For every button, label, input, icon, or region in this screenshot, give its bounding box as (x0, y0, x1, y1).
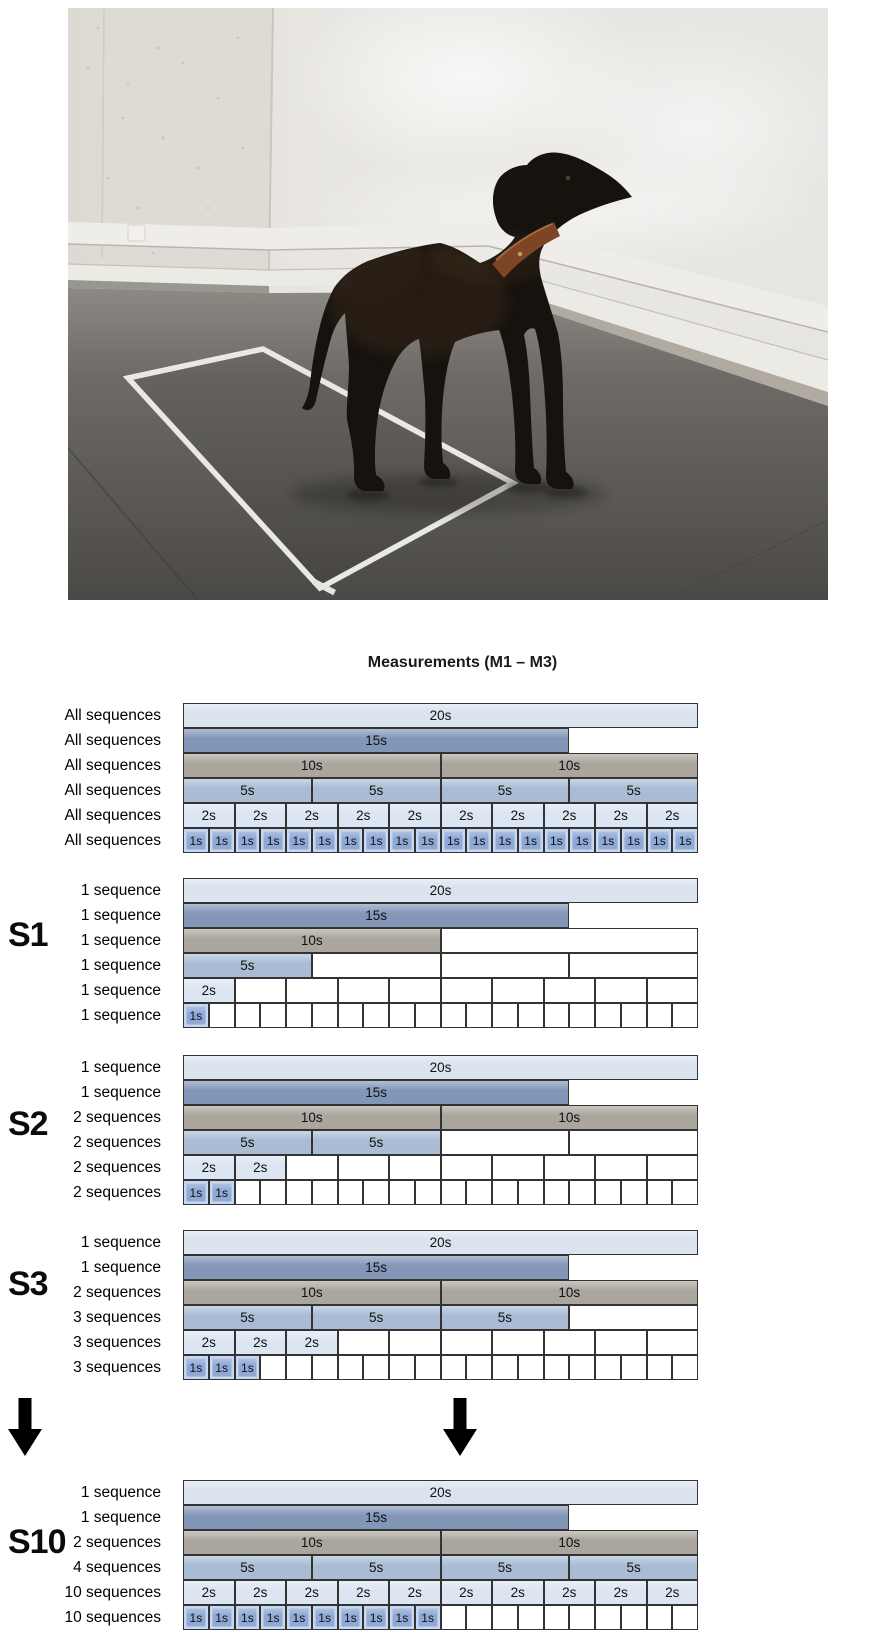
empty-cell (389, 1155, 441, 1180)
duration-bar (183, 878, 698, 903)
duration-cell-2s: 2s (286, 803, 338, 828)
duration-cell-1s: 1s (183, 1355, 209, 1380)
empty-cell (363, 1180, 389, 1205)
duration-cell-2s: 2s (183, 1330, 235, 1355)
duration-cell-1s: 1s (209, 1180, 235, 1205)
duration-cell-1s: 1s (286, 1605, 312, 1630)
row-label: 3 sequences (73, 1359, 161, 1376)
sequence-row (0, 703, 720, 728)
duration-cell-2s: 2s (183, 1155, 235, 1180)
duration-cell-1s: 1s (209, 1355, 235, 1380)
empty-cell (621, 1003, 647, 1028)
empty-cell (389, 978, 441, 1003)
stage-label-s3: S3 (8, 1265, 48, 1303)
measurement-block-s1 (0, 878, 720, 1028)
empty-cell (595, 1605, 621, 1630)
duration-cell-10s: 10s (183, 753, 441, 778)
duration-cell-1s: 1s (492, 828, 518, 853)
duration-cell-1s: 1s (235, 1605, 261, 1630)
empty-cell (415, 1180, 441, 1205)
duration-cell-1s: 1s (209, 1605, 235, 1630)
empty-cell (441, 1155, 493, 1180)
empty-cell (466, 1003, 492, 1028)
duration-cell-1s: 1s (466, 828, 492, 853)
duration-bar (183, 1180, 698, 1205)
sequence-row (0, 878, 720, 903)
sequence-row (0, 1305, 720, 1330)
empty-cell (338, 1003, 364, 1028)
duration-cell-5s: 5s (312, 778, 441, 803)
duration-cell-2s: 2s (235, 1580, 287, 1605)
duration-cell-2s: 2s (183, 803, 235, 828)
row-label: 1 sequence (80, 1084, 161, 1101)
duration-cell-2s: 2s (389, 803, 441, 828)
empty-cell (389, 1355, 415, 1380)
empty-cell (441, 978, 493, 1003)
duration-cell-2s: 2s (595, 1580, 647, 1605)
duration-cell-1s: 1s (647, 828, 673, 853)
sequence-row (0, 928, 720, 953)
row-label: 3 sequences (73, 1334, 161, 1351)
duration-bar (183, 1080, 698, 1105)
empty-cell (595, 1330, 647, 1355)
empty-cell (518, 1355, 544, 1380)
duration-cell-1s: 1s (286, 828, 312, 853)
empty-cell (595, 1355, 621, 1380)
empty-cell (441, 1003, 467, 1028)
row-label: 1 sequence (80, 957, 161, 974)
empty-cell (338, 1355, 364, 1380)
row-label: 10 sequences (64, 1584, 161, 1601)
empty-cell (595, 1155, 647, 1180)
duration-cell-2s: 2s (286, 1330, 338, 1355)
duration-cell-2s: 2s (338, 1580, 390, 1605)
duration-cell-1s: 1s (338, 1605, 364, 1630)
collar-buckle (518, 252, 522, 256)
duration-bar (183, 1105, 698, 1130)
duration-cell-10s: 10s (183, 1530, 441, 1555)
duration-bar (183, 753, 698, 778)
duration-cell-10s: 10s (183, 1105, 441, 1130)
duration-cell-2s: 2s (441, 1580, 493, 1605)
empty-cell (492, 978, 544, 1003)
empty-cell (286, 1180, 312, 1205)
photo-scene (68, 8, 828, 600)
empty-cell (647, 1180, 673, 1205)
duration-cell-1s: 1s (518, 828, 544, 853)
duration-cell-1s: 1s (363, 1605, 389, 1630)
measurement-block-s2 (0, 1055, 720, 1205)
sequence-row (0, 1530, 720, 1555)
duration-cell-15s: 15s (183, 903, 569, 928)
duration-cell-10s: 10s (183, 1280, 441, 1305)
duration-cell-2s: 2s (647, 803, 699, 828)
duration-cell-5s: 5s (569, 778, 698, 803)
duration-cell-1s: 1s (363, 828, 389, 853)
duration-cell-1s: 1s (569, 828, 595, 853)
row-label: 1 sequence (80, 882, 161, 899)
duration-cell-2s: 2s (492, 1580, 544, 1605)
empty-cell (441, 1355, 467, 1380)
duration-cell-5s: 5s (183, 1555, 312, 1580)
duration-bar (183, 928, 698, 953)
empty-cell (235, 1003, 261, 1028)
duration-bar (183, 803, 698, 828)
duration-cell-2s: 2s (183, 1580, 235, 1605)
row-label: 4 sequences (73, 1559, 161, 1576)
empty-cell (338, 1330, 390, 1355)
empty-cell (492, 1180, 518, 1205)
duration-cell-1s: 1s (595, 828, 621, 853)
empty-cell (415, 1355, 441, 1380)
duration-cell-2s: 2s (441, 803, 493, 828)
sequence-row (0, 903, 720, 928)
duration-bar (183, 728, 698, 753)
stage-label-s10: S10 (8, 1523, 66, 1561)
empty-cell (338, 1180, 364, 1205)
duration-bar (183, 1480, 698, 1505)
empty-cell (209, 1003, 235, 1028)
duration-cell-15s: 15s (183, 1080, 569, 1105)
duration-bar (183, 978, 698, 1003)
duration-cell-5s: 5s (183, 953, 312, 978)
empty-cell (672, 1355, 698, 1380)
sequence-row (0, 1480, 720, 1505)
measurement-block-s3 (0, 1230, 720, 1380)
duration-bar (183, 828, 698, 853)
empty-cell (338, 1155, 390, 1180)
empty-cell (544, 1155, 596, 1180)
sequence-row (0, 728, 720, 753)
duration-cell-10s: 10s (441, 1280, 699, 1305)
row-label: All sequences (64, 757, 161, 774)
duration-cell-1s: 1s (183, 828, 209, 853)
sequence-row (0, 1255, 720, 1280)
empty-cell (672, 1605, 698, 1630)
sequence-row (0, 1280, 720, 1305)
duration-cell-5s: 5s (183, 778, 312, 803)
row-label: 2 sequences (73, 1109, 161, 1126)
empty-cell (286, 1355, 312, 1380)
duration-bar (183, 1330, 698, 1355)
duration-cell-15s: 15s (183, 1255, 569, 1280)
row-label: 2 sequences (73, 1159, 161, 1176)
row-label: 1 sequence (80, 932, 161, 949)
empty-cell (441, 1130, 570, 1155)
sequence-row (0, 1505, 720, 1530)
duration-cell-2s: 2s (544, 803, 596, 828)
empty-cell (338, 978, 390, 1003)
duration-cell-1s: 1s (415, 828, 441, 853)
sequence-row (0, 753, 720, 778)
empty-cell (595, 1003, 621, 1028)
duration-bar (183, 903, 698, 928)
measurement-block-s10 (0, 1480, 720, 1630)
duration-bar (183, 778, 698, 803)
duration-cell-2s: 2s (647, 1580, 699, 1605)
duration-cell-1s: 1s (183, 1003, 209, 1028)
sequence-row (0, 1080, 720, 1105)
empty-cell (544, 1180, 570, 1205)
empty-cell (441, 1330, 493, 1355)
empty-cell (466, 1355, 492, 1380)
sequence-row (0, 1055, 720, 1080)
duration-bar (183, 1155, 698, 1180)
empty-cell (672, 1180, 698, 1205)
empty-cell (544, 1605, 570, 1630)
duration-bar (183, 1280, 698, 1305)
empty-cell (647, 1330, 699, 1355)
empty-cell (518, 1605, 544, 1630)
duration-cell-1s: 1s (544, 828, 570, 853)
row-label: 1 sequence (80, 982, 161, 999)
duration-cell-1s: 1s (260, 828, 286, 853)
row-label: 10 sequences (64, 1609, 161, 1626)
duration-cell-2s: 2s (595, 803, 647, 828)
empty-cell (466, 1180, 492, 1205)
empty-cell (286, 1155, 338, 1180)
duration-cell-2s: 2s (235, 1155, 287, 1180)
duration-cell-1s: 1s (312, 1605, 338, 1630)
duration-bar (183, 1605, 698, 1630)
empty-cell (672, 1003, 698, 1028)
empty-cell (569, 1130, 698, 1155)
row-label: 1 sequence (80, 1484, 161, 1501)
empty-cell (647, 1355, 673, 1380)
empty-cell (286, 978, 338, 1003)
duration-cell-20s: 20s (183, 1230, 698, 1255)
dog-eye (566, 176, 570, 180)
duration-cell-5s: 5s (312, 1305, 441, 1330)
duration-cell-1s: 1s (312, 828, 338, 853)
empty-cell (621, 1355, 647, 1380)
empty-cell (544, 1330, 596, 1355)
empty-cell (569, 1180, 595, 1205)
empty-cell (492, 1330, 544, 1355)
empty-cell (647, 978, 699, 1003)
duration-cell-2s: 2s (235, 803, 287, 828)
row-label: All sequences (64, 807, 161, 824)
empty-cell (441, 1605, 467, 1630)
duration-cell-5s: 5s (183, 1130, 312, 1155)
row-label: 1 sequence (80, 1259, 161, 1276)
duration-bar (183, 1230, 698, 1255)
empty-cell (621, 1605, 647, 1630)
row-label: 1 sequence (80, 1509, 161, 1526)
sequence-row (0, 953, 720, 978)
empty-cell (466, 1605, 492, 1630)
duration-bar (183, 1055, 698, 1080)
empty-cell (492, 1003, 518, 1028)
row-label: 2 sequences (73, 1184, 161, 1201)
duration-cell-10s: 10s (441, 753, 699, 778)
empty-cell (260, 1003, 286, 1028)
stage-label-s1: S1 (8, 916, 48, 954)
empty-cell (647, 1155, 699, 1180)
row-label: 2 sequences (73, 1284, 161, 1301)
sequence-row (0, 1355, 720, 1380)
empty-cell (260, 1180, 286, 1205)
duration-cell-1s: 1s (235, 828, 261, 853)
duration-bar (183, 1580, 698, 1605)
down-arrow-middle (443, 1398, 477, 1456)
empty-cell (569, 953, 698, 978)
sequence-row (0, 1180, 720, 1205)
sequence-row (0, 1580, 720, 1605)
empty-cell (647, 1605, 673, 1630)
duration-cell-20s: 20s (183, 703, 698, 728)
duration-cell-5s: 5s (441, 1305, 570, 1330)
duration-cell-1s: 1s (183, 1605, 209, 1630)
empty-cell (441, 1180, 467, 1205)
duration-cell-2s: 2s (492, 803, 544, 828)
duration-cell-5s: 5s (312, 1555, 441, 1580)
duration-cell-20s: 20s (183, 878, 698, 903)
empty-cell (544, 1003, 570, 1028)
experiment-room-photo (68, 8, 828, 600)
empty-cell (544, 978, 596, 1003)
empty-cell (492, 1605, 518, 1630)
duration-cell-1s: 1s (389, 828, 415, 853)
duration-bar (183, 1505, 698, 1530)
duration-cell-1s: 1s (441, 828, 467, 853)
empty-cell (569, 1003, 595, 1028)
duration-bar (183, 1255, 698, 1280)
duration-cell-2s: 2s (286, 1580, 338, 1605)
row-label: All sequences (64, 732, 161, 749)
row-label: 1 sequence (80, 1059, 161, 1076)
duration-cell-2s: 2s (183, 978, 235, 1003)
duration-cell-20s: 20s (183, 1055, 698, 1080)
row-label: 1 sequence (80, 1234, 161, 1251)
duration-cell-2s: 2s (338, 803, 390, 828)
row-label: All sequences (64, 782, 161, 799)
duration-cell-1s: 1s (183, 1180, 209, 1205)
sequence-row (0, 1130, 720, 1155)
empty-cell (389, 1330, 441, 1355)
duration-cell-5s: 5s (569, 1555, 698, 1580)
duration-cell-2s: 2s (235, 1330, 287, 1355)
sequence-row (0, 1230, 720, 1255)
duration-cell-5s: 5s (441, 778, 570, 803)
empty-cell (312, 953, 441, 978)
empty-cell (544, 1355, 570, 1380)
duration-cell-1s: 1s (338, 828, 364, 853)
row-label: All sequences (64, 707, 161, 724)
duration-cell-10s: 10s (441, 1105, 699, 1130)
row-label: 1 sequence (80, 1007, 161, 1024)
duration-cell-1s: 1s (389, 1605, 415, 1630)
duration-cell-10s: 10s (183, 928, 441, 953)
sequence-row (0, 1330, 720, 1355)
duration-cell-5s: 5s (183, 1305, 312, 1330)
empty-cell (312, 1355, 338, 1380)
duration-bar (183, 1555, 698, 1580)
row-label: All sequences (64, 832, 161, 849)
duration-cell-1s: 1s (621, 828, 647, 853)
sequence-row (0, 1003, 720, 1028)
sequence-row (0, 828, 720, 853)
duration-cell-15s: 15s (183, 728, 569, 753)
empty-cell (415, 1003, 441, 1028)
empty-cell (389, 1180, 415, 1205)
duration-cell-2s: 2s (544, 1580, 596, 1605)
empty-cell (235, 978, 287, 1003)
diagram-title: Measurements (M1 – M3) (367, 654, 558, 671)
down-arrow-left (8, 1398, 42, 1456)
empty-cell (363, 1003, 389, 1028)
empty-cell (492, 1355, 518, 1380)
sequence-row (0, 803, 720, 828)
empty-cell (647, 1003, 673, 1028)
duration-cell-1s: 1s (672, 828, 698, 853)
duration-bar (183, 1003, 698, 1028)
empty-cell (389, 1003, 415, 1028)
sequence-row (0, 1105, 720, 1130)
empty-cell (363, 1355, 389, 1380)
duration-cell-15s: 15s (183, 1505, 569, 1530)
empty-cell (518, 1180, 544, 1205)
duration-bar (183, 953, 698, 978)
duration-cell-5s: 5s (312, 1130, 441, 1155)
empty-cell (312, 1180, 338, 1205)
duration-cell-1s: 1s (415, 1605, 441, 1630)
stage-label-s2: S2 (8, 1105, 48, 1143)
sequence-row (0, 1155, 720, 1180)
empty-cell (441, 953, 570, 978)
empty-cell (441, 928, 699, 953)
sequence-row (0, 978, 720, 1003)
row-label: 2 sequences (73, 1134, 161, 1151)
duration-cell-1s: 1s (209, 828, 235, 853)
row-label: 3 sequences (73, 1309, 161, 1326)
sequence-row (0, 1605, 720, 1630)
duration-cell-10s: 10s (441, 1530, 699, 1555)
empty-cell (595, 1180, 621, 1205)
duration-bar (183, 1355, 698, 1380)
empty-cell (569, 1305, 698, 1330)
row-label: 2 sequences (73, 1534, 161, 1551)
duration-bar (183, 1130, 698, 1155)
power-outlet (128, 225, 145, 241)
empty-cell (621, 1180, 647, 1205)
empty-cell (235, 1180, 261, 1205)
empty-cell (260, 1355, 286, 1380)
duration-cell-2s: 2s (389, 1580, 441, 1605)
duration-bar (183, 703, 698, 728)
row-label: 1 sequence (80, 907, 161, 924)
duration-cell-1s: 1s (260, 1605, 286, 1630)
duration-cell-1s: 1s (235, 1355, 261, 1380)
sequence-row (0, 1555, 720, 1580)
empty-cell (569, 1605, 595, 1630)
empty-cell (492, 1155, 544, 1180)
sequence-row (0, 778, 720, 803)
empty-cell (312, 1003, 338, 1028)
duration-cell-20s: 20s (183, 1480, 698, 1505)
duration-bar (183, 1530, 698, 1555)
empty-cell (518, 1003, 544, 1028)
duration-bar (183, 1305, 698, 1330)
empty-cell (569, 1355, 595, 1380)
measurement-block-all (0, 703, 720, 853)
duration-cell-5s: 5s (441, 1555, 570, 1580)
empty-cell (595, 978, 647, 1003)
empty-cell (286, 1003, 312, 1028)
